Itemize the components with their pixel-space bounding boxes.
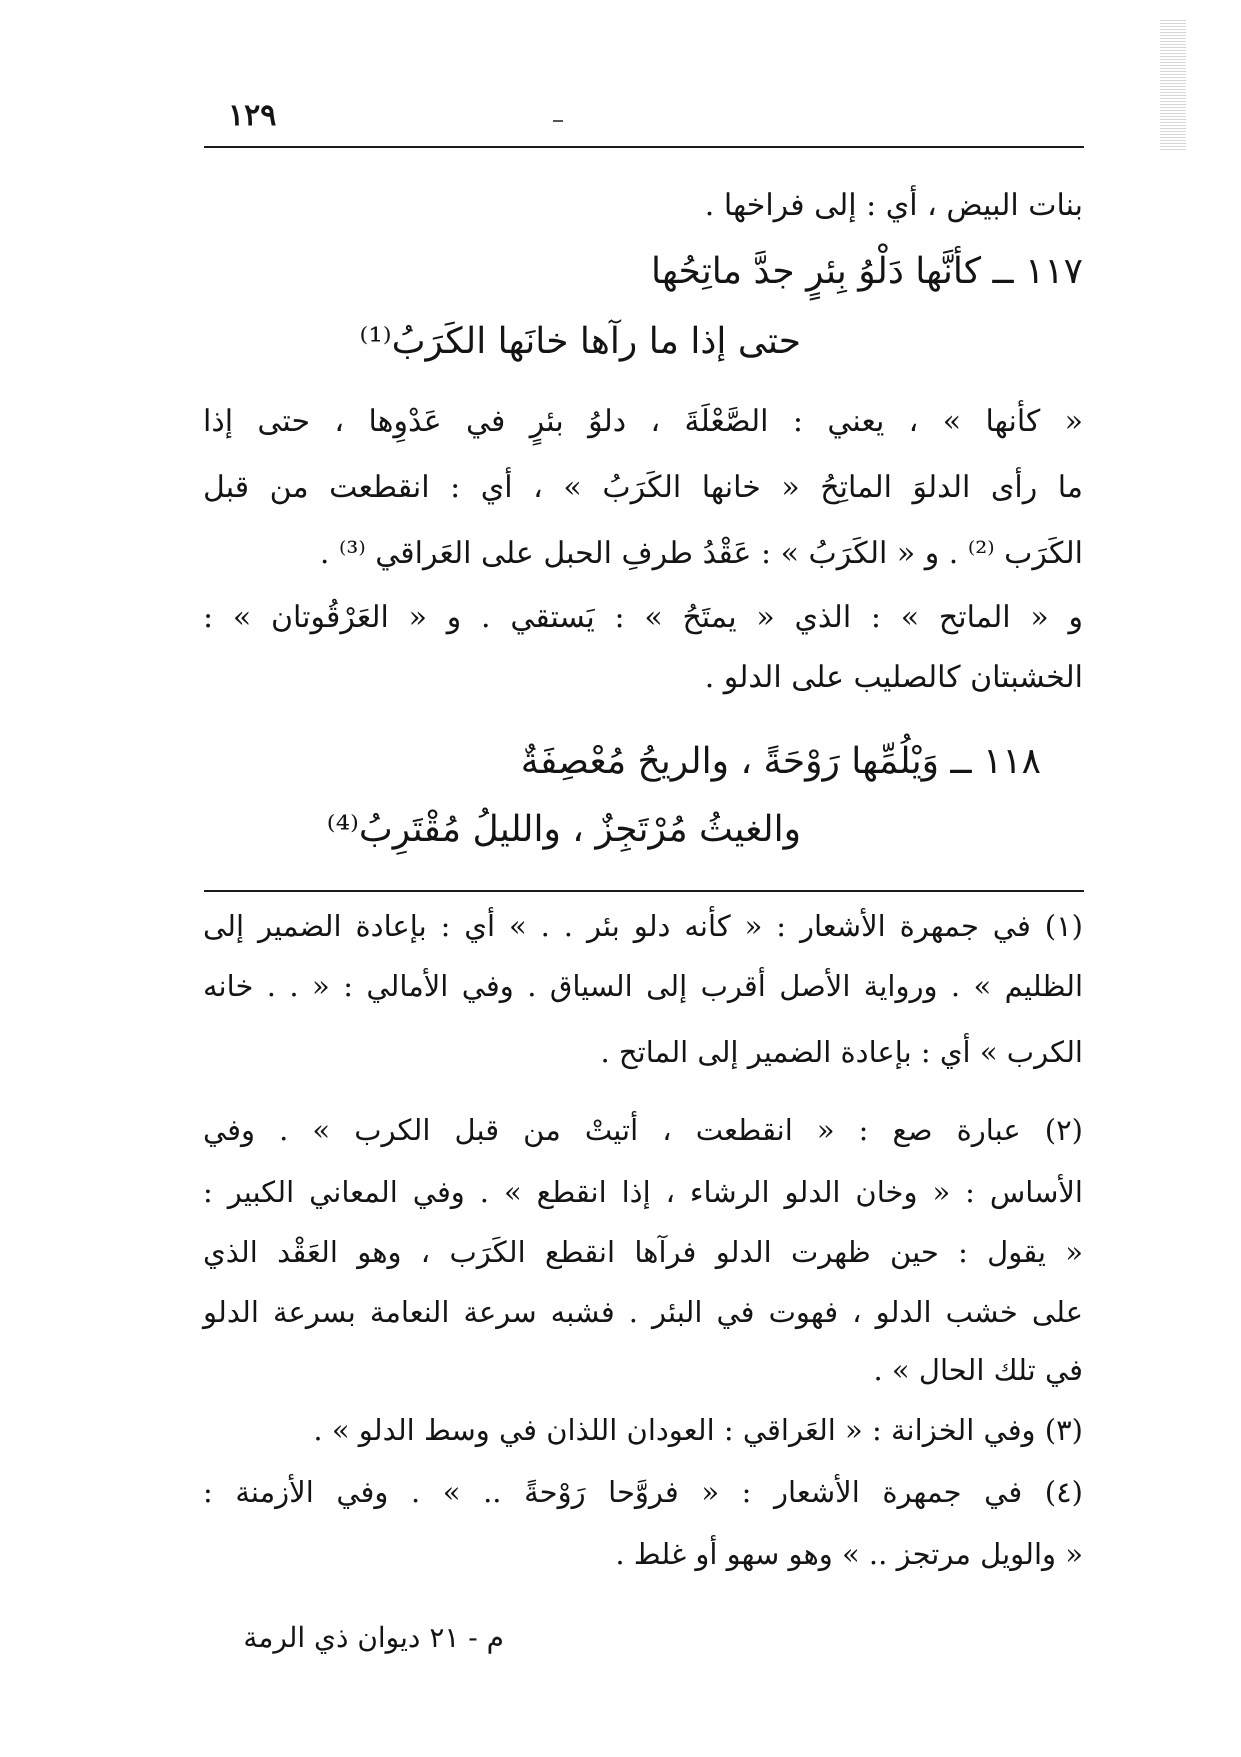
- footnote-line: الكرب » أي : بإعادة الضمير إلى الماتح .: [600, 1035, 1083, 1069]
- footnote-line: « يقول : حين ظهرت الدلو فرآها انقطع الكَرَب ، وهو العَقْد الذي: [203, 1235, 1083, 1269]
- scan-mark: [553, 120, 563, 122]
- poem-verse-line: ١١٨ ــ وَيْلُمِّها رَوْحَةً ، والريحُ مُعْصِفَةٌ: [520, 741, 1041, 782]
- main-text-line: « كأنها » ، يعني : الصَّعْلَةَ ، دلوُ بئرٍ في عَدْوِها ، حتى إذا: [203, 404, 1083, 439]
- poem-verse-line: والغيثُ مُرْتَجِزٌ ، والليلُ مُقْتَرِبُ⁽⁴⁾: [326, 809, 801, 850]
- footnote-line: (٣) وفي الخزانة : « العَراقي : العودان اللذان في وسط الدلو » .: [313, 1413, 1083, 1447]
- footnote-line: (٢) عبارة صع : « انقطعت ، أتيتْ من قبل الكرب » . وفي: [203, 1113, 1083, 1147]
- printer-signature: م - ٢١ ديوان ذي الرمة: [243, 1621, 504, 1654]
- scan-edge-artifact: [1160, 20, 1186, 150]
- main-text-line: و « الماتح » : الذي « يمتَحُ » : يَستقي . و « العَرْقُوتان » :: [203, 600, 1083, 635]
- main-text-line: الخشبتان كالصليب على الدلو .: [704, 660, 1083, 695]
- footnote-line: الظليم » . ورواية الأصل أقرب إلى السياق . وفي الأمالي : « . . خانه: [203, 969, 1083, 1003]
- footnote-line: الأساس : « وخان الدلو الرشاء ، إذا انقطع » . وفي المعاني الكبير :: [203, 1175, 1083, 1209]
- page-number: ١٢٩: [228, 98, 277, 133]
- main-text-line: الكَرَب ⁽²⁾ . و « الكَرَبُ » : عَقْدُ طرفِ الحبل على العَراقي ⁽³⁾ .: [319, 536, 1083, 571]
- footnote-line: (٤) في جمهرة الأشعار : « فروَّحا رَوْحةً .. » . وفي الأزمنة :: [203, 1475, 1083, 1509]
- poem-verse-line: حتى إذا ما رآها خانَها الكَرَبُ⁽¹⁾: [359, 321, 801, 362]
- footnote-line: « والويل مرتجز .. » وهو سهو أو غلط .: [615, 1537, 1083, 1571]
- footnote-rule: [204, 890, 1084, 892]
- poem-verse-line: ١١٧ ــ كأنَّها دَلْوُ بِئرٍ جدَّ ماتِحُها: [650, 251, 1083, 292]
- main-text-line: بنات البيض ، أي : إلى فراخها .: [704, 188, 1083, 223]
- footnote-line: على خشب الدلو ، فهوت في البئر . فشبه سرعة النعامة بسرعة الدلو: [203, 1295, 1083, 1329]
- header-rule: [204, 146, 1084, 148]
- footnote-line: (١) في جمهرة الأشعار : « كأنه دلو بئر . . » أي : بإعادة الضمير إلى: [203, 909, 1083, 943]
- footnote-line: في تلك الحال » .: [873, 1353, 1083, 1387]
- main-text-line: ما رأى الدلوَ الماتِحُ « خانها الكَرَبُ » ، أي : انقطعت من قبل: [203, 470, 1083, 505]
